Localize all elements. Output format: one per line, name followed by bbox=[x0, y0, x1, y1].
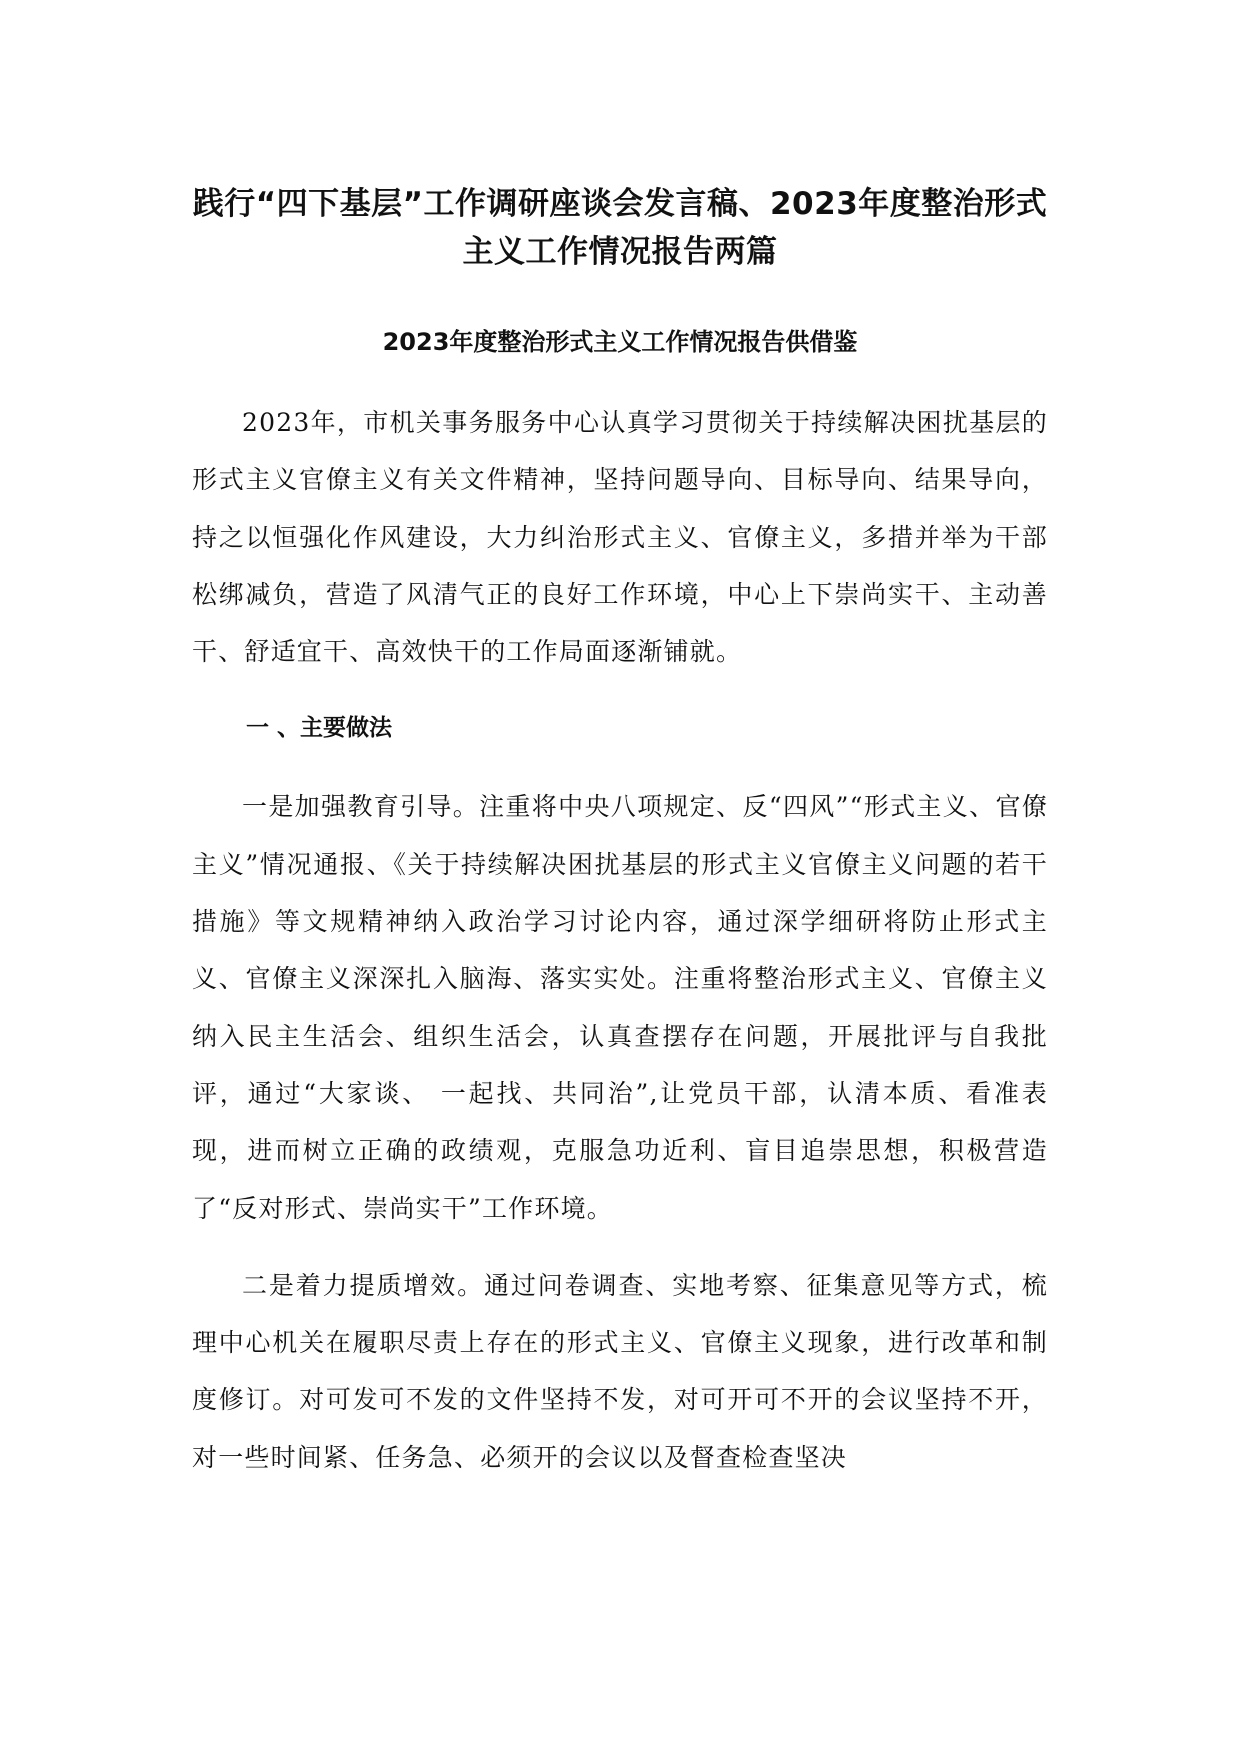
document-title: 践行“四下基层”工作调研座谈会发言稿、2023年度整治形式主义工作情况报告两篇 bbox=[192, 186, 1048, 270]
intro-paragraph: 2023年，市机关事务服务中心认真学习贯彻关于持续解决困扰基层的形式主义官僚主义有关文件精神，坚持问题导向、目标导向、结果导向，持之以恒强化作风建设，大力纠治形式主义、官僚主义，多措并举为干部松绑减负，营造了风清气正的良好工作环境，中心上下崇尚实干、主动善干、舒适宜干、高效快干的工作局面逐渐铺就。 bbox=[192, 408, 1048, 667]
body-paragraph-efficiency: 二是着力提质增效。通过问卷调查、实地考察、征集意见等方式，梳理中心机关在履职尽责上存在的形式主义、官僚主义现象，进行改革和制度修订。对可发可不发的文件坚持不发，对可开可不开的会议坚持不开，对一些时间紧、任务急、必须开的会议以及督查检查坚决 bbox=[192, 1270, 1048, 1472]
report-subtitle: 2023年度整治形式主义工作情况报告供借鉴 bbox=[382, 328, 858, 356]
body-paragraph-education: 一是加强教育引导。注重将中央八项规定、反“四风”“形式主义、官僚主义”情况通报、《关于持续解决困扰基层的形式主义官僚主义问题的若干措施》等文规精神纳入政治学习讨论内容，通过深学细研将防止形式主义、官僚主义深深扎入脑海、落实实处。注重将整治形式主义、官僚主义纳入民主生活会、组织生活会，认真查摆存在问题，开展批评与自我批评，通过“大家谈、 一起找、共同治”,让党员干部，认清本质、看准表现，进而树立正确的政绩观，克服急功近利、盲目追崇思想，积极营造了“反对形式、崇尚实干”工作环境。 bbox=[192, 792, 1048, 1223]
document-body bbox=[192, 180, 1048, 1486]
section-heading-main-practices: 一 、主要做法 bbox=[246, 715, 393, 742]
